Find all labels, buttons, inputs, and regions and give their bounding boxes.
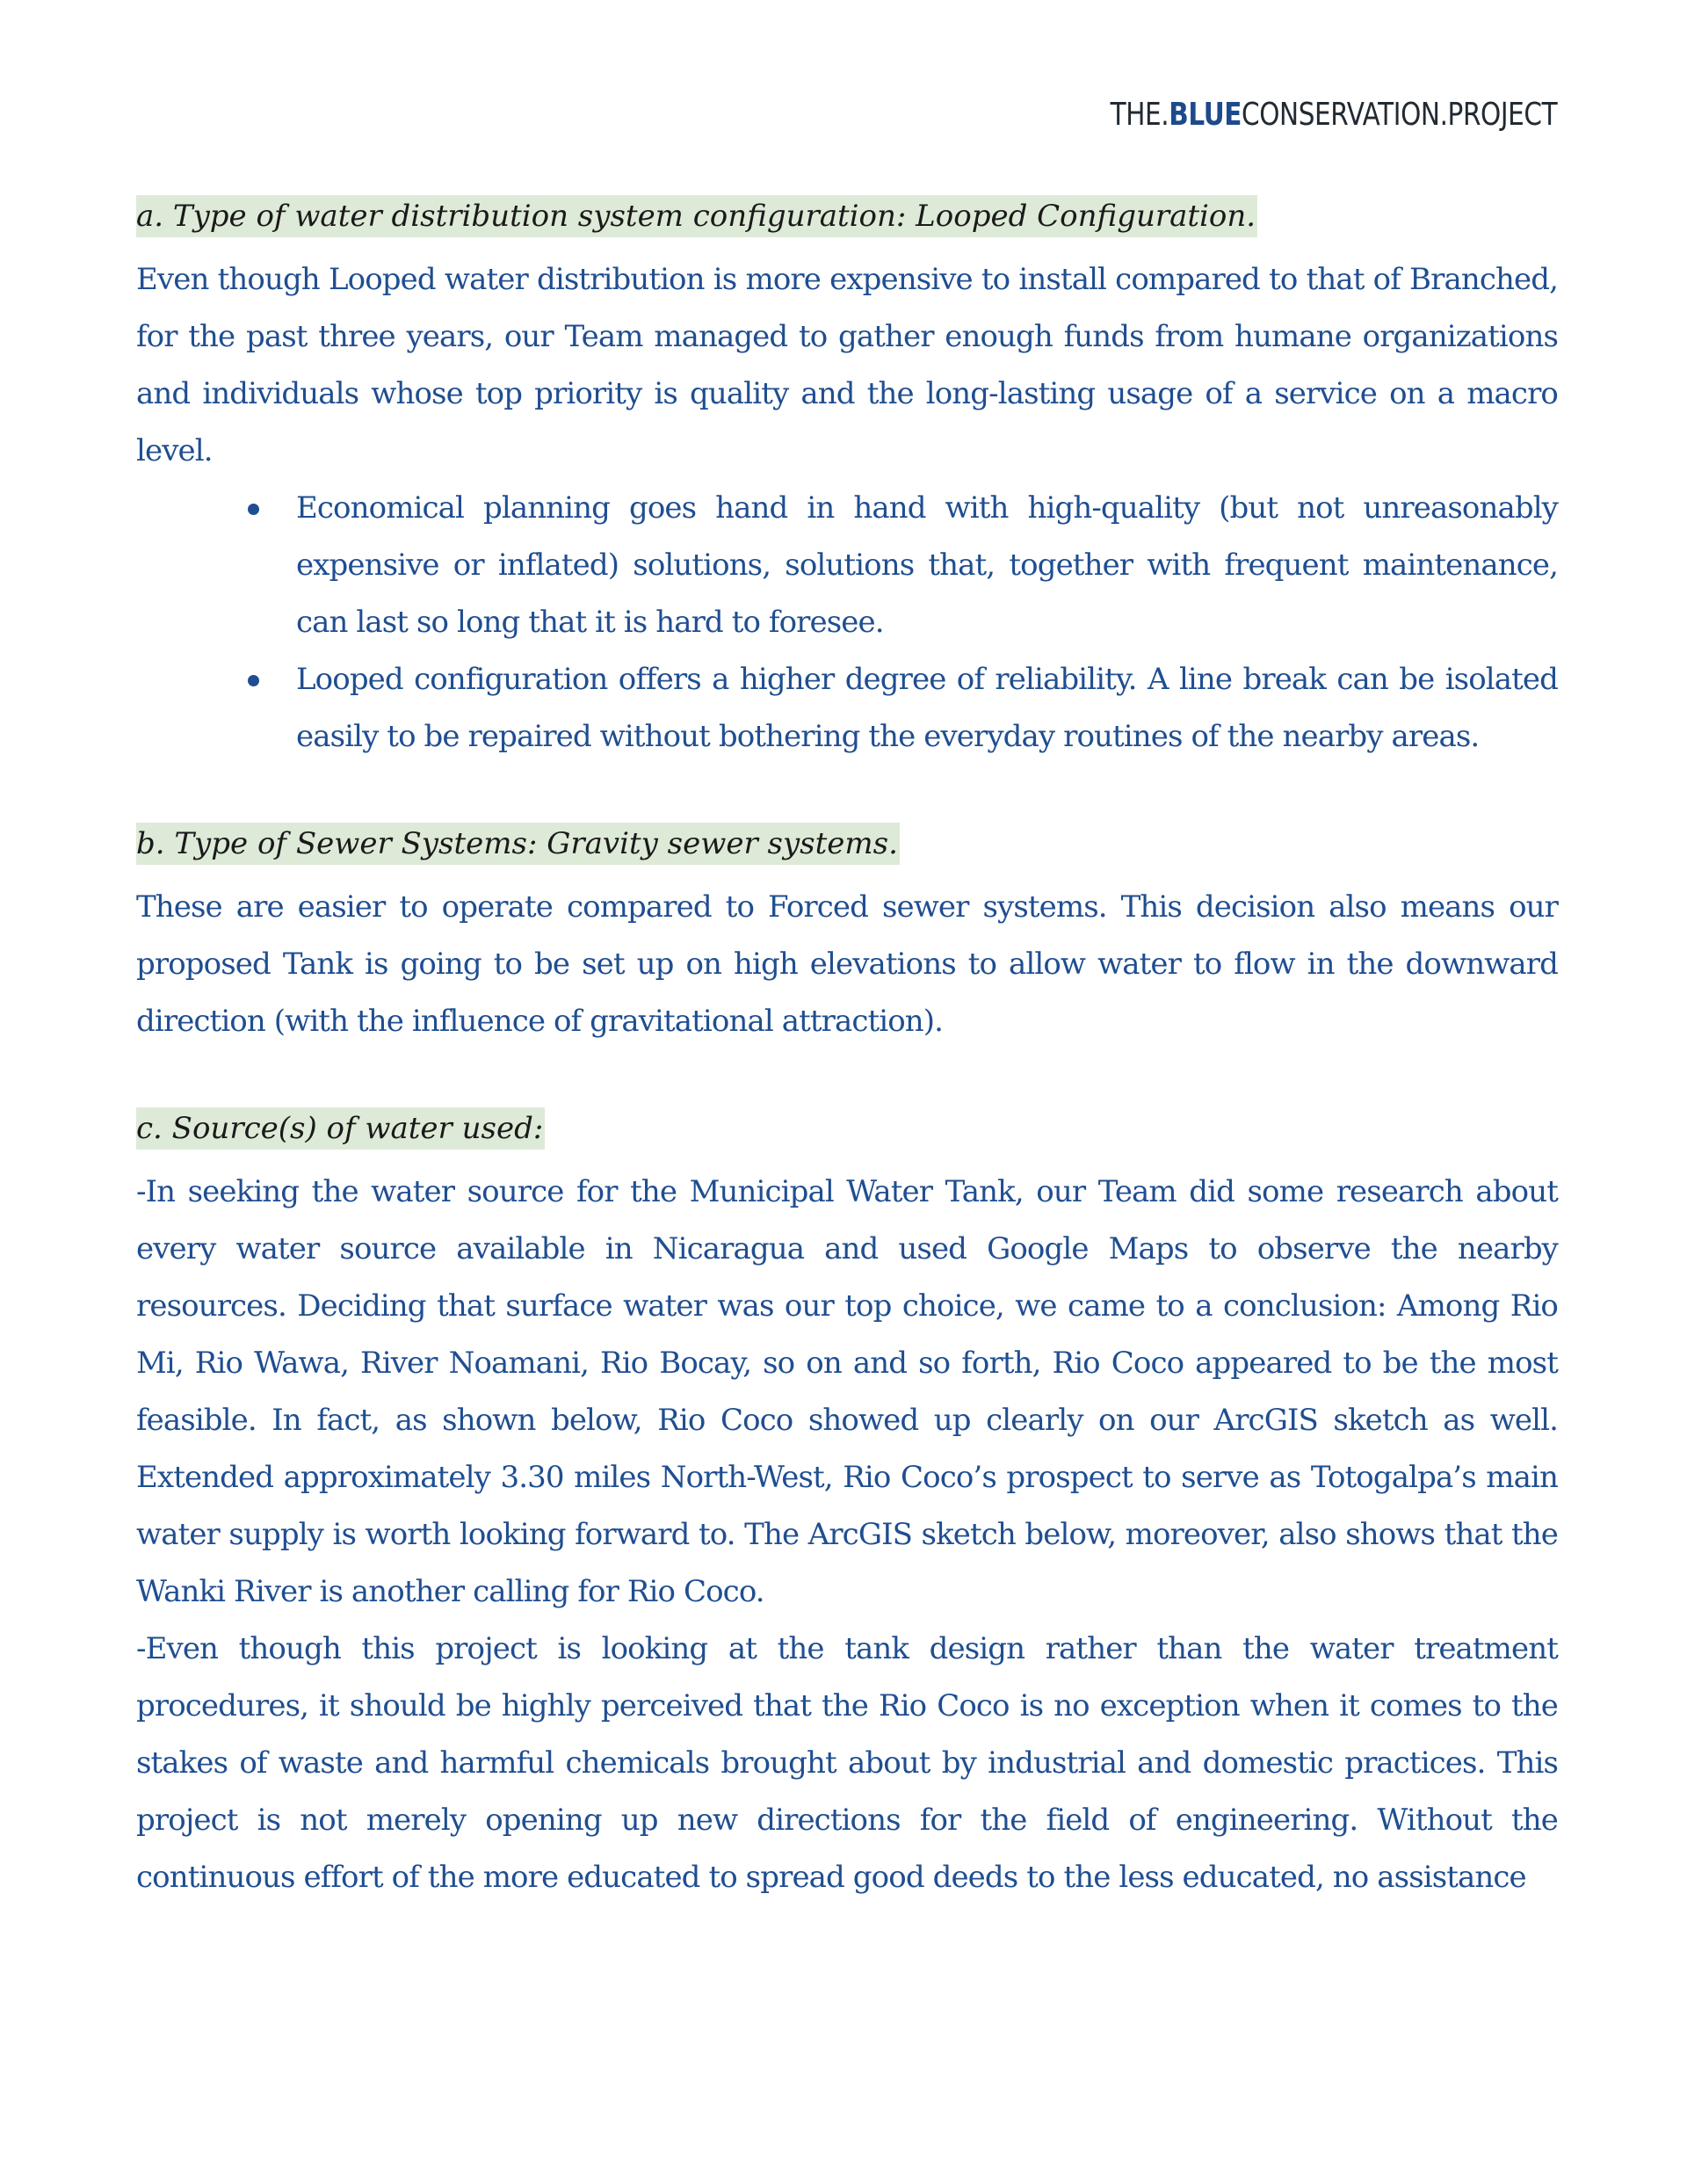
section-a-heading: a. Type of water distribution system configuration: Looped Configuration.	[136, 195, 1257, 237]
bullet-text: Economical planning goes hand in hand with high-quality (but not unreasonably expensive or inflated) solutions, solutions that, together with frequent maintenance, can last so long that it is hard to foresee.	[296, 490, 1558, 640]
section-c-heading: c. Source(s) of water used:	[136, 1107, 545, 1150]
brand-suffix: CONSERVATION.PROJECT	[1241, 97, 1557, 133]
brand-blue: BLUE	[1169, 97, 1242, 133]
section-c-paragraph-1: -In seeking the water source for the Municipal Water Tank, our Team did some research about every water source available in Nicaragua and used Google Maps to observe the nearby resources. Deciding that surface water was our top choice, we came to a conclusion: Among Rio Mi, Rio Wawa, River Noamani, Rio Bocay, so on and so forth, Rio Coco appeared to be the most feasible. In fact, as shown below, Rio Coco showed up clearly on our ArcGIS sketch as well. Extended approximately 3.30 miles North-West, Rio Coco’s prospect to serve as Totogalpa’s main water supply is worth looking forward to. The ArcGIS sketch below, moreover, also shows that the Wanki River is another calling for Rio Coco.	[136, 1174, 1558, 1609]
section-b-heading-row	[136, 823, 1558, 865]
bullet-text: Looped configuration offers a higher degree of reliability. A line break can be isolated easily to be repaired without bothering the everyday routines of the nearby areas.	[296, 662, 1558, 754]
brand-header	[1110, 97, 1557, 133]
document-body	[136, 195, 1558, 1906]
section-a-heading-row	[136, 195, 1558, 237]
section-a-paragraph: Even though Looped water distribution is more expensive to install compared to that of Branched, for the past three years, our Team managed to gather enough funds from humane organizations and individuals whose top priority is quality and the long-lasting usage of a service on a macro level.	[136, 262, 1558, 468]
bullet-dot-icon	[248, 504, 259, 515]
section-b-paragraph: These are easier to operate compared to Forced sewer systems. This decision also means our proposed Tank is going to be set up on high elevations to allow water to flow in the downward direction (with the influence of gravitational attraction).	[136, 889, 1558, 1039]
section-a-bullet-list	[136, 480, 1558, 765]
bullet-dot-icon	[248, 675, 259, 686]
section-c-heading-row	[136, 1107, 1558, 1150]
bullet-item	[296, 651, 1558, 765]
brand-prefix: THE.	[1110, 97, 1169, 133]
spacer	[136, 1050, 1558, 1107]
section-c-paragraph-2: -Even though this project is looking at the tank design rather than the water treatment procedures, it should be highly perceived that the Rio Coco is no exception when it comes to the stakes of waste and harmful chemicals brought about by industrial and domestic practices. This project is not merely opening up new directions for the field of engineering. Without the continuous effort of the more educated to spread good deeds to the less educated, no assistance	[136, 1631, 1558, 1895]
bullet-item	[296, 480, 1558, 651]
section-b-heading: b. Type of Sewer Systems: Gravity sewer systems.	[136, 823, 900, 865]
spacer	[136, 765, 1558, 823]
